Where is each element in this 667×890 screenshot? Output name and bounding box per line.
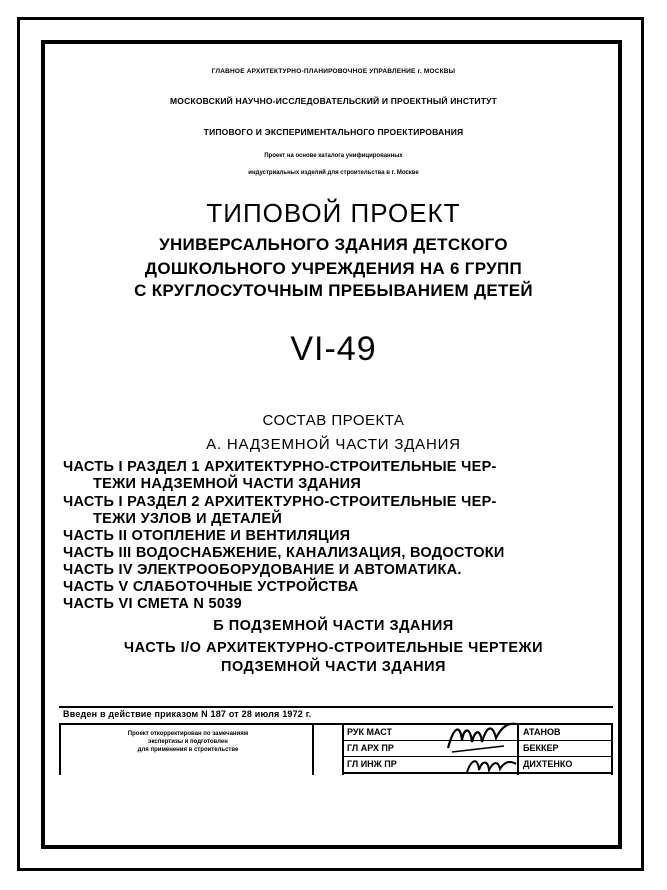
header-line-1: ГЛАВНОЕ АРХИТЕКТУРНО-ПЛАНИРОВОЧНОЕ УПРАВЛЕНИЕ г. МОСКВЫ [211, 68, 456, 75]
contents-row: ЧАСТЬ VI СМЕТА N 5039 [63, 596, 242, 612]
stamp-divider [342, 723, 344, 775]
part-b-row: ПОДЗЕМНОЙ ЧАСТИ ЗДАНИЯ [221, 659, 446, 675]
contents-row: ТЕЖИ НАДЗЕМНОЙ ЧАСТИ ЗДАНИЯ [93, 476, 362, 492]
stamp-divider [59, 723, 613, 725]
header-line-2: МОСКОВСКИЙ НАУЧНО-ИССЛЕДОВАТЕЛЬСКИЙ И ПРОЕКТНЫЙ ИНСТИТУТ [170, 96, 497, 106]
part-a-heading: А. НАДЗЕМНОЙ ЧАСТИ ЗДАНИЯ [206, 436, 461, 453]
signature-icon [464, 754, 519, 776]
contents-row: ЧАСТЬ I РАЗДЕЛ 2 АРХИТЕКТУРНО-СТРОИТЕЛЬНЫЕ ЧЕР- [63, 494, 497, 510]
contents-row: ЧАСТЬ III ВОДОСНАБЖЕНИЕ, КАНАЛИЗАЦИЯ, ВОДОСТОКИ [63, 545, 505, 561]
header-line-3: ТИПОВОГО И ЭКСПЕРИМЕНТАЛЬНОГО ПРОЕКТИРОВАНИЯ [203, 127, 464, 137]
title-block-stamp [59, 706, 613, 775]
contents-row: ЧАСТЬ II ОТОПЛЕНИЕ И ВЕНТИЛЯЦИЯ [63, 528, 351, 544]
part-b-row: ЧАСТЬ I/О АРХИТЕКТУРНО-СТРОИТЕЛЬНЫЕ ЧЕРТЕЖИ [123, 640, 544, 656]
contents-heading: СОСТАВ ПРОЕКТА [262, 412, 405, 429]
role-label: ГЛ ИНЖ ПР [347, 759, 397, 769]
contents-row: ЧАСТЬ I РАЗДЕЛ 1 АРХИТЕКТУРНО-СТРОИТЕЛЬНЫЕ ЧЕР- [63, 459, 497, 475]
project-code: VI-49 [290, 330, 377, 368]
subtitle-line-3: С КРУГЛОСУТОЧНЫМ ПРЕБЫВАНИЕМ ДЕТЕЙ [134, 281, 533, 300]
signature-icon [444, 718, 519, 754]
header-line-4: Проект на основе каталога унифицированных [264, 153, 403, 159]
contents-row: ТЕЖИ УЗЛОВ И ДЕТАЛЕЙ [93, 511, 283, 527]
stamp-divider [59, 723, 61, 775]
contents-row: ЧАСТЬ IV ЭЛЕКТРООБОРУДОВАНИЕ И АВТОМАТИКА. [63, 562, 462, 578]
stamp-divider [611, 723, 613, 775]
role-label: ГЛ АРХ ПР [347, 743, 394, 753]
enactment-line: Введен в действие приказом N 187 от 28 июля 1972 г. [63, 709, 312, 719]
signatory-name: АТАНОВ [523, 727, 561, 737]
signatory-name: ДИХТЕНКО [523, 759, 573, 769]
part-b-heading: Б ПОДЗЕМНОЙ ЧАСТИ ЗДАНИЯ [213, 618, 454, 634]
document-title: ТИПОВОЙ ПРОЕКТ [206, 198, 461, 228]
subtitle-line-1: УНИВЕРСАЛЬНОГО ЗДАНИЯ ДЕТСКОГО [159, 235, 508, 254]
contents-row: ЧАСТЬ V СЛАБОТОЧНЫЕ УСТРОЙСТВА [63, 579, 359, 595]
header-line-5: индустриальных изделий для строительства в г. Москве [248, 170, 419, 176]
correction-note: Проект откорректирован по замечаниям экспертизы и подготовлен для применения в строительстве [127, 731, 249, 753]
role-label: РУК МАСТ [347, 727, 393, 737]
signatory-name: БЕККЕР [523, 743, 559, 753]
subtitle-line-2: ДОШКОЛЬНОГО УЧРЕЖДЕНИЯ НА 6 ГРУПП [144, 259, 523, 278]
